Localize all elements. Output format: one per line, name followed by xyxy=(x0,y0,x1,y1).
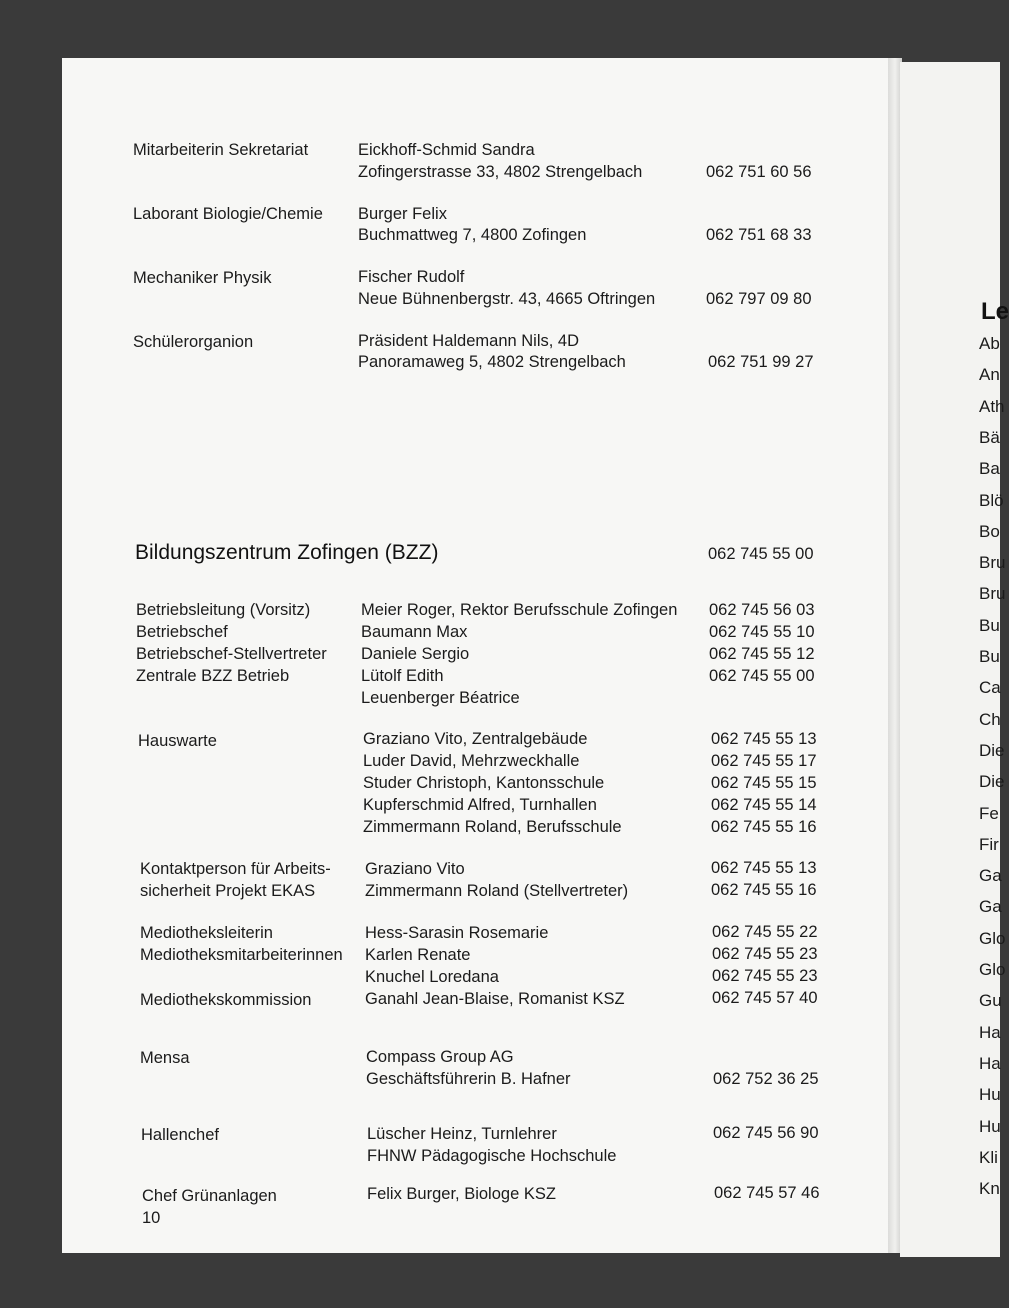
phone-number: 062 745 55 23 xyxy=(712,967,818,985)
phone-number: 062 745 55 13 xyxy=(711,859,817,877)
role-label: sicherheit Projekt EKAS xyxy=(140,882,316,900)
right-page-item: Ca xyxy=(979,678,1001,698)
right-page-item: Bru xyxy=(979,584,1006,604)
phone-number: 062 752 36 25 xyxy=(713,1070,819,1088)
address: Zofingerstrasse 33, 4802 Strengelbach xyxy=(358,163,643,181)
person-name: Kupferschmid Alfred, Turnhallen xyxy=(363,796,597,814)
person-name: Ganahl Jean-Blaise, Romanist KSZ xyxy=(365,990,625,1008)
role-label: Schülerorganion xyxy=(133,333,254,351)
phone-number: 062 797 09 80 xyxy=(706,290,812,308)
role-label: Chef Grünanlagen xyxy=(142,1187,277,1205)
phone-number: 062 745 55 22 xyxy=(712,923,818,941)
right-page-item: Ab xyxy=(979,334,1000,353)
role-label: Mensa xyxy=(140,1049,190,1067)
page-number: 10 xyxy=(142,1209,161,1227)
phone-number: 062 745 55 23 xyxy=(712,945,818,963)
person-name: Compass Group AG xyxy=(366,1048,514,1066)
person-name: Lütolf Edith xyxy=(361,667,444,685)
right-page-item: Ga xyxy=(979,897,1002,917)
role-label: Hallenchef xyxy=(141,1126,219,1144)
left-page xyxy=(62,58,892,1253)
phone-number: 062 745 55 00 xyxy=(708,545,814,563)
person-name: Knuchel Loredana xyxy=(365,968,499,986)
right-page-item: Bä xyxy=(979,427,1000,447)
phone-number: 062 745 55 17 xyxy=(711,752,817,770)
role-label: Betriebsleitung (Vorsitz) xyxy=(136,601,311,619)
person-name: Daniele Sergio xyxy=(361,645,470,663)
role-label: Hauswarte xyxy=(138,732,217,750)
person-name: Fischer Rudolf xyxy=(358,268,465,286)
phone-number: 062 751 68 33 xyxy=(706,226,812,244)
person-name: Baumann Max xyxy=(361,623,468,641)
role-label: Kontaktperson für Arbeits- xyxy=(140,860,331,878)
right-page-heading: Le xyxy=(981,298,1009,325)
role-label: Betriebschef xyxy=(136,623,228,641)
phone-number: 062 745 57 40 xyxy=(712,989,818,1007)
right-page-item: Hu xyxy=(979,1116,1001,1136)
right-page-item: Bu xyxy=(979,647,1000,666)
phone-number: 062 745 55 12 xyxy=(709,645,815,663)
right-page-item: Kli xyxy=(979,1147,998,1167)
person-name: Lüscher Heinz, Turnlehrer xyxy=(367,1125,557,1143)
right-page-item: Bo xyxy=(979,521,1000,541)
right-page-item: Ha xyxy=(979,1022,1001,1042)
phone-number: 062 745 55 16 xyxy=(711,818,817,836)
right-page-item: Bru xyxy=(979,553,1006,573)
role-label: Betriebschef-Stellvertreter xyxy=(136,645,327,663)
role-label: Mitarbeiterin Sekretariat xyxy=(133,141,309,159)
role-label: Laborant Biologie/Chemie xyxy=(133,205,323,223)
right-page-item: Blö xyxy=(979,490,1004,510)
address: Buchmattweg 7, 4800 Zofingen xyxy=(358,226,587,244)
role-label: Zentrale BZZ Betrieb xyxy=(136,667,290,685)
right-page-item: Gu xyxy=(979,991,1002,1011)
phone-number: 062 745 55 10 xyxy=(709,623,815,641)
right-page-item: Bu xyxy=(979,615,1000,635)
role-label: Mechaniker Physik xyxy=(133,269,272,287)
address: Neue Bühnenbergstr. 43, 4665 Oftringen xyxy=(358,290,656,308)
person-name: Luder David, Mehrzweckhalle xyxy=(363,752,580,770)
phone-number: 062 751 60 56 xyxy=(706,163,812,181)
person-name: Graziano Vito, Zentralgebäude xyxy=(363,730,588,748)
person-name: Graziano Vito xyxy=(365,860,465,878)
person-name: FHNW Pädagogische Hochschule xyxy=(367,1147,617,1165)
right-page-item: Fir xyxy=(979,834,999,854)
phone-number: 062 751 99 27 xyxy=(708,353,814,371)
right-page-item: Ba xyxy=(979,459,1000,479)
right-page-item: Glo xyxy=(979,960,1006,979)
phone-number: 062 745 55 13 xyxy=(711,730,817,748)
right-page-item: Die xyxy=(979,772,1005,792)
phone-number: 062 745 55 15 xyxy=(711,774,817,792)
right-page-item: Fe xyxy=(979,803,999,823)
person-name: Burger Felix xyxy=(358,205,447,223)
person-name: Meier Roger, Rektor Berufsschule Zofingen xyxy=(361,601,678,619)
phone-number: 062 745 55 14 xyxy=(711,796,817,814)
right-page-item: Ch xyxy=(979,709,1001,729)
section-heading: Bildungszentrum Zofingen (BZZ) xyxy=(135,541,439,564)
right-page-item: Glo xyxy=(979,928,1006,948)
right-page-item: Hu xyxy=(979,1085,1001,1105)
person-name: Zimmermann Roland, Berufsschule xyxy=(363,818,622,836)
phone-number: 062 745 57 46 xyxy=(714,1184,820,1202)
person-name: Präsident Haldemann Nils, 4D xyxy=(358,332,580,350)
person-name: Felix Burger, Biologe KSZ xyxy=(367,1185,556,1203)
right-page xyxy=(900,62,1009,1257)
person-name: Eickhoff-Schmid Sandra xyxy=(358,141,535,159)
right-page-item: Ga xyxy=(979,866,1002,886)
right-page-item: An xyxy=(979,365,1000,385)
right-page-item: Ath xyxy=(979,396,1005,416)
person-name: Leuenberger Béatrice xyxy=(361,689,520,707)
address: Panoramaweg 5, 4802 Strengelbach xyxy=(358,353,626,371)
role-label: Mediotheksleiterin xyxy=(140,924,273,942)
person-name: Zimmermann Roland (Stellvertreter) xyxy=(365,882,629,900)
phone-number: 062 745 55 16 xyxy=(711,881,817,899)
right-page-item: Die xyxy=(979,740,1005,760)
phone-number: 062 745 56 90 xyxy=(713,1124,819,1142)
person-name: Studer Christoph, Kantonsschule xyxy=(363,774,605,792)
right-page-item: Kn xyxy=(979,1179,1000,1199)
person-name: Karlen Renate xyxy=(365,946,471,964)
phone-number: 062 745 55 00 xyxy=(709,667,815,685)
phone-number: 062 745 56 03 xyxy=(709,601,815,619)
person-name: Geschäftsführerin B. Hafner xyxy=(366,1070,571,1088)
right-page-item: Ha xyxy=(979,1053,1001,1073)
person-name: Hess-Sarasin Rosemarie xyxy=(365,924,549,942)
role-label: Mediotheksmitarbeiterinnen xyxy=(140,946,343,964)
role-label: Mediothekskommission xyxy=(140,991,312,1009)
